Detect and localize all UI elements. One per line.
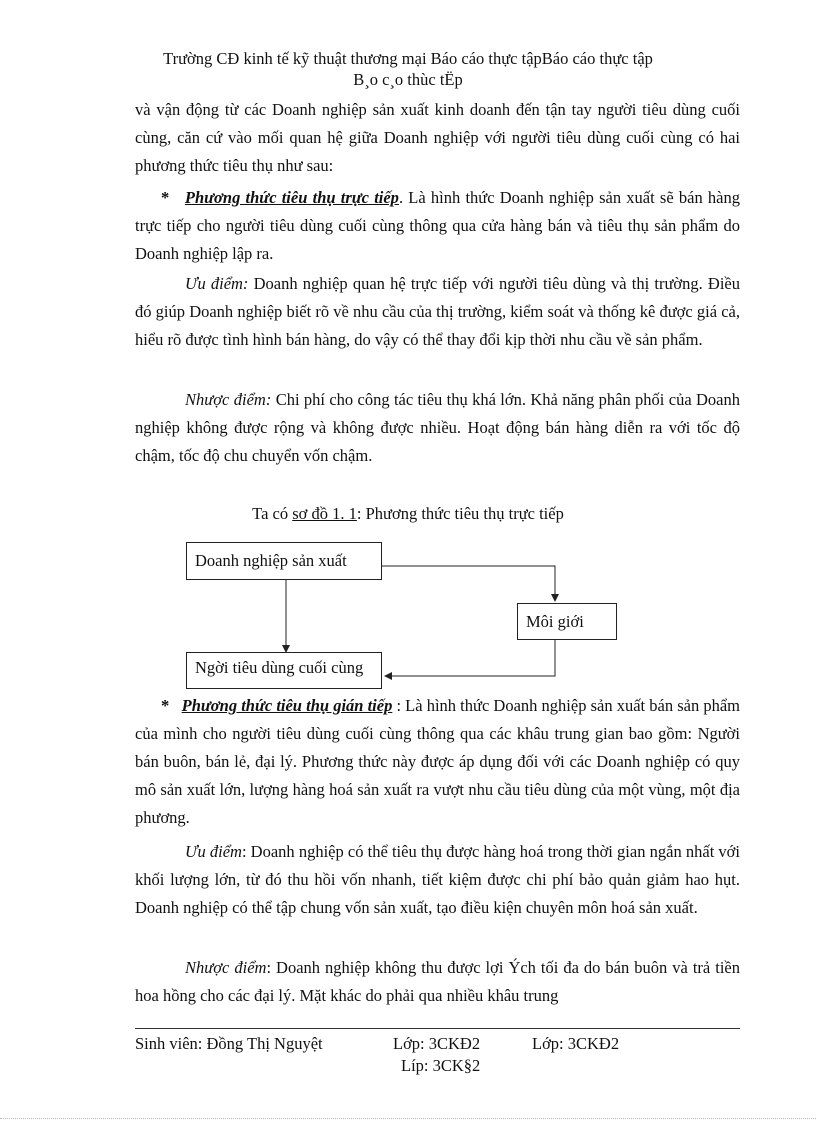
paragraph-direct-advantages: [135, 270, 740, 354]
paragraph-direct-disadvantages: [135, 386, 740, 470]
paragraph-intro: và vận động từ các Doanh nghiệp sản xuất kinh doanh đến tận tay người tiêu dùng cuối cùng, căn cứ vào mối quan hệ giữa Doanh nghiệp với người tiêu dùng cuối cùng có hai phương thức tiêu thụ như sau:: [135, 100, 740, 175]
caption-ref: sơ đồ 1. 1: [292, 504, 357, 523]
paragraph-direct-method: [135, 184, 740, 268]
box-broker: Môi giới: [517, 603, 617, 640]
paragraph-indirect-method: [135, 692, 740, 832]
caption-prefix: Ta có: [252, 504, 293, 523]
bullet-star: *: [161, 696, 170, 715]
box-producer: Doanh nghiệp sản xuất: [186, 542, 382, 580]
box-consumer: Ngời tiêu dùng cuối cùng: [186, 652, 382, 689]
arrow-producer-to-broker: [382, 566, 555, 601]
bullet-star: *: [161, 188, 170, 207]
paragraph-indirect-text: : Là hình thức Doanh nghiệp sản xuất bán sản phẩm của mình cho người tiêu dùng cuối cùng thông qua các khâu trung gian bao gồm: Người bán buôn, bán lẻ, đại lý. Phương thức này được áp dụng đối với các Doanh nghiệp có quy mô sản xuất lớn, lượng hàng hoá sản xuất ra vượt nhu cầu tiêu dùng của một vùng, một địa phương.: [135, 696, 740, 827]
advantages-text: : Doanh nghiệp có thể tiêu thụ được hàng hoá trong thời gian ngắn nhất với khối lượng lớn, từ đó thu hồi vốn nhanh, tiết kiệm được chi phí bảo quản giảm hao hụt. Doanh nghiệp có thể tập chung vốn sản xuất, tạo điều kiện chuyên môn hoá sản xuất.: [135, 842, 740, 917]
disadvantages-text: Chi phí cho công tác tiêu thụ khá lớn. Khả năng phân phối của Doanh nghiệp không được rộng và không được nhiều. Hoạt động bán hàng diễn ra với tốc độ chậm, tốc độ chu chuyển vốn chậm.: [135, 390, 741, 465]
footer-class: Lớp: 3CKĐ2: [393, 1034, 481, 1053]
header-subtitle: B¸o c¸o thùc tËp: [353, 70, 463, 89]
footer-divider: [135, 1028, 740, 1029]
paragraph-indirect-advantages: [135, 838, 740, 922]
footer-student: Sinh viên: Đồng Thị Nguyệt: [135, 1034, 323, 1053]
term-indirect-method: Phương thức tiêu thụ gián tiếp: [181, 696, 393, 715]
caption-text: : Phương thức tiêu thụ trực tiếp: [356, 504, 564, 523]
paragraph-indirect-disadvantages: [135, 954, 740, 1010]
header-title: Trường CĐ kinh tế kỹ thuật thương mại Báo cáo thực tậpBáo cáo thực tập: [163, 49, 653, 68]
footer-class: Líp: 3CK§2: [401, 1056, 481, 1075]
paragraph-direct-text: . Là hình thức Doanh nghiệp sản xuất sẽ bán hàng trực tiếp cho người tiêu dùng cuối cùng thông qua cửa hàng bán và tiêu thụ sản phẩm do Doanh nghiệp lập ra.: [135, 188, 740, 263]
label-advantages: Ưu điểm: [185, 842, 242, 861]
disadvantages-text: : Doanh nghiệp không thu được lợi Ých tối đa do bán buôn và trả tiền hoa hồng cho các đại lý. Mặt khác do phải qua nhiều khâu trung: [135, 958, 740, 1005]
label-advantages: Ưu điểm:: [185, 274, 249, 293]
footer-class: Lớp: 3CKĐ2: [532, 1034, 620, 1053]
term-direct-method: Phương thức tiêu thụ trực tiếp: [184, 188, 399, 207]
label-disadvantages: Nhược điểm:: [185, 390, 272, 409]
page-edge: [0, 1118, 816, 1119]
label-disadvantages: Nhược điểm: [185, 958, 267, 977]
advantages-text: Doanh nghiệp quan hệ trực tiếp với người tiêu dùng và thị trường. Điều đó giúp Doanh nghiệp biết rõ về nhu cầu của thị trường, kiểm soát và thống kê được giá cả, hiểu rõ được tình hình bán hàng, do vậy có thể thay đổi kịp thời nhu cầu về sản phẩm.: [135, 274, 740, 349]
arrow-broker-to-consumer: [385, 640, 555, 676]
diagram-caption: [0, 504, 816, 524]
